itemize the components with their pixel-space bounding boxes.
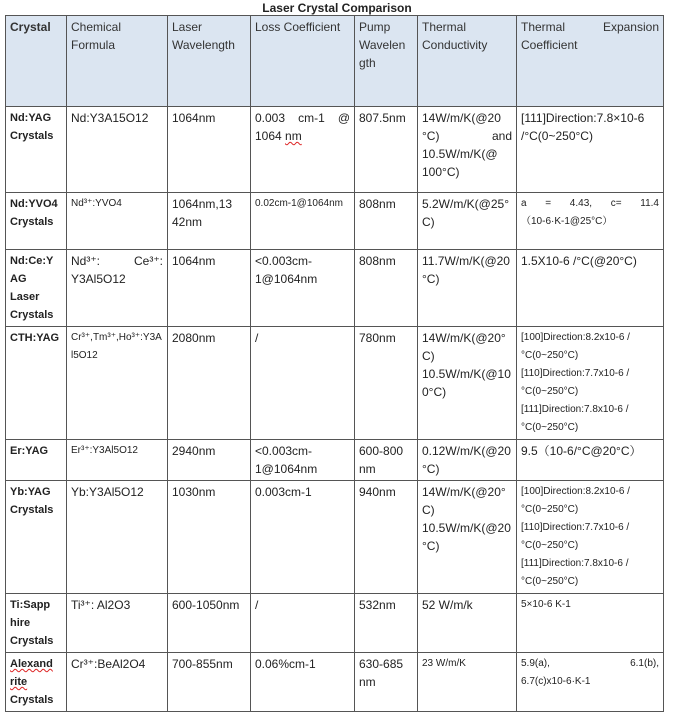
crystal-comparison-table [5, 15, 664, 712]
crystal-cell: Er:YAG [6, 440, 67, 481]
expansion-cell: a = 4.43, c= 11.4 （10-6·K-1@25°C） [517, 193, 664, 250]
header-loss: Loss Coefficient [251, 16, 355, 107]
loss-cell: 0.003 cm-1 @ 1064 nm [251, 107, 355, 193]
wavelength-cell: 600-1050nm [168, 594, 251, 653]
formula-cell: Yb:Y3Al5O12 [67, 481, 168, 594]
wavelength-cell: 2940nm [168, 440, 251, 481]
loss-cell: <0.003cm-1@1064nm [251, 440, 355, 481]
formula-cell: Nd³⁺: Ce³⁺: Y3Al5O12 [67, 250, 168, 327]
formula-cell: Er³⁺:Y3Al5O12 [67, 440, 168, 481]
crystal-cell: Nd:YAG Crystals [6, 107, 67, 193]
header-row [6, 16, 664, 107]
header-crystal: Crystal [6, 16, 67, 107]
loss-cell: 0.003cm-1 [251, 481, 355, 594]
header-expansion: Thermal Expansion Coefficient [517, 16, 664, 107]
crystal-cell: Nd:Ce:Y AG Laser Crystals [6, 250, 67, 327]
expansion-cell: 5.9(a), 6.1(b), 6.7(c)x10-6·K-1 [517, 653, 664, 712]
table-row [6, 327, 664, 440]
table-row [6, 594, 664, 653]
pump-cell: 807.5nm [355, 107, 418, 193]
thermal-cell: 14W/m/K(@20 °C) and 10.5W/m/K(@ 100°C) [418, 107, 517, 193]
crystal-cell: Yb:YAG Crystals [6, 481, 67, 594]
thermal-cell: 52 W/m/k [418, 594, 517, 653]
expansion-cell: [100]Direction:8.2x10-6 /°C(0~250°C) [110]Direction:7.7x10-6 /°C(0~250°C) [111]Direction:7.8x10-6 /°C(0~250°C) [517, 327, 664, 440]
loss-cell: / [251, 594, 355, 653]
wavelength-cell: 1064nm [168, 250, 251, 327]
crystal-cell: Nd:YVO4 Crystals [6, 193, 67, 250]
formula-cell: Ti³⁺: Al2O3 [67, 594, 168, 653]
header-pump: Pump Wavelen gth [355, 16, 418, 107]
expansion-cell: 5×10-6 K-1 [517, 594, 664, 653]
table-row [6, 440, 664, 481]
formula-cell: Nd³⁺:YVO4 [67, 193, 168, 250]
loss-cell: / [251, 327, 355, 440]
formula-cell: Cr³⁺:BeAl2O4 [67, 653, 168, 712]
table-row [6, 107, 664, 193]
header-formula: Chemical Formula [67, 16, 168, 107]
loss-cell: 0.02cm-1@1064nm [251, 193, 355, 250]
crystal-cell: Alexand rite Crystals [6, 653, 67, 712]
pump-cell: 532nm [355, 594, 418, 653]
wavelength-cell: 1030nm [168, 481, 251, 594]
expansion-cell: [100]Direction:8.2x10-6 /°C(0~250°C) [110]Direction:7.7x10-6 /°C(0~250°C) [111]Direction:7.8x10-6 /°C(0~250°C) [517, 481, 664, 594]
wavelength-cell: 700-855nm [168, 653, 251, 712]
thermal-cell: 14W/m/K(@20°C) 10.5W/m/K(@20°C) [418, 481, 517, 594]
thermal-cell: 14W/m/K(@20°C) 10.5W/m/K(@100°C) [418, 327, 517, 440]
wavelength-cell: 1064nm,13 42nm [168, 193, 251, 250]
wavelength-cell: 2080nm [168, 327, 251, 440]
pump-cell: 630-685 nm [355, 653, 418, 712]
page-title: Laser Crystal Comparison [262, 1, 412, 15]
header-wavelength: Laser Wavelength [168, 16, 251, 107]
formula-cell: Cr³⁺,Tm³⁺,Ho³⁺:Y3Al5O12 [67, 327, 168, 440]
thermal-cell: 11.7W/m/K(@20°C) [418, 250, 517, 327]
pump-cell: 808nm [355, 250, 418, 327]
expansion-cell: [111]Direction:7.8×10-6 /°C(0~250°C) [517, 107, 664, 193]
thermal-cell: 0.12W/m/K(@20°C) [418, 440, 517, 481]
pump-cell: 808nm [355, 193, 418, 250]
crystal-cell: CTH:YAG [6, 327, 67, 440]
pump-cell: 780nm [355, 327, 418, 440]
pump-cell: 940nm [355, 481, 418, 594]
loss-cell: <0.003cm-1@1064nm [251, 250, 355, 327]
table-row [6, 481, 664, 594]
table-row [6, 250, 664, 327]
pump-cell: 600-800 nm [355, 440, 418, 481]
formula-cell: Nd:Y3A15O12 [67, 107, 168, 193]
thermal-cell: 5.2W/m/K(@25°C) [418, 193, 517, 250]
crystal-cell: Ti:Sapp hire Crystals [6, 594, 67, 653]
expansion-cell: 1.5X10-6 /°C(@20°C) [517, 250, 664, 327]
wavelength-cell: 1064nm [168, 107, 251, 193]
expansion-cell: 9.5（10-6/°C@20°C） [517, 440, 664, 481]
loss-cell: 0.06%cm-1 [251, 653, 355, 712]
header-thermal: Thermal Conductivity [418, 16, 517, 107]
table-row [6, 193, 664, 250]
thermal-cell: 23 W/m/K [418, 653, 517, 712]
